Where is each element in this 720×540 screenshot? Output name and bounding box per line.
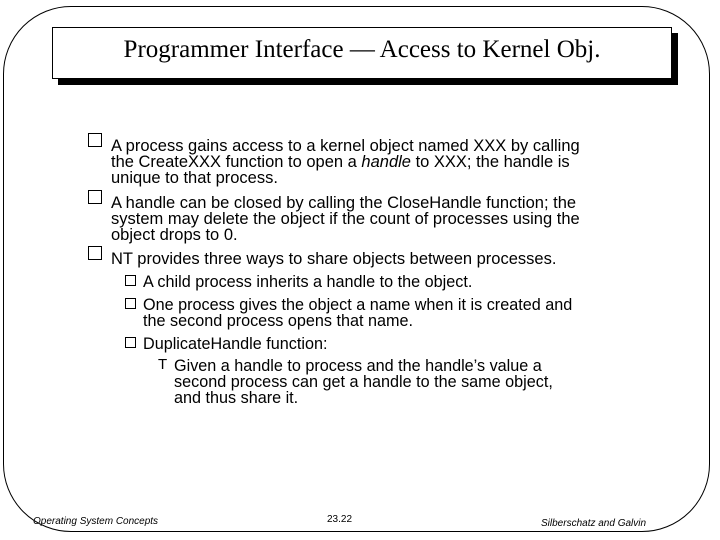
sub-bullet-box-icon bbox=[125, 275, 136, 286]
sub-bullet-2-line-1: One process gives the object a name when it is created and bbox=[143, 296, 573, 314]
bullet-box-icon bbox=[88, 133, 102, 147]
handle-emphasis: handle bbox=[361, 153, 411, 171]
footer-authors: Silberschatz and Galvin bbox=[541, 518, 647, 529]
sub-sub-bullet-1 bbox=[174, 358, 553, 406]
bullet-2-line-3: object drops to 0. bbox=[111, 226, 238, 244]
bullet-1 bbox=[111, 138, 580, 186]
bullet-box-icon bbox=[88, 190, 102, 204]
sub-bullet-3-line-1: DuplicateHandle function: bbox=[143, 335, 328, 353]
sub-sub-bullet-1-line-3: and thus share it. bbox=[174, 389, 299, 407]
sub-bullet-1 bbox=[143, 274, 472, 290]
t-bullet-icon: T bbox=[158, 356, 168, 373]
bullet-3 bbox=[111, 251, 556, 267]
sub-bullet-2-line-2: the second process opens that name. bbox=[143, 312, 413, 330]
bullet-2 bbox=[111, 195, 580, 243]
sub-bullet-2 bbox=[143, 297, 572, 329]
footer-course-title: Operating System Concepts bbox=[33, 516, 159, 527]
sub-sub-bullet-1-line-1: Given a handle to process and the handle’s value a bbox=[174, 357, 542, 375]
footer-slide-number: 23.22 bbox=[327, 514, 353, 525]
bullet-1-line-2: the CreateXXX function to open a handle to XXX; the handle is bbox=[111, 153, 570, 171]
sub-sub-bullet-1-line-2: second process can get a handle to the same object, bbox=[174, 373, 553, 391]
slide-title: Programmer Interface — Access to Kernel Obj. bbox=[123, 36, 601, 63]
sub-bullet-3 bbox=[143, 336, 327, 352]
title-box bbox=[52, 27, 672, 79]
sub-bullet-box-icon bbox=[125, 337, 136, 348]
bullet-1-line-1: A process gains access to a kernel object named XXX by calling bbox=[111, 137, 580, 155]
bullet-1-line-3: unique to that process. bbox=[111, 169, 278, 187]
bullet-2-line-2: system may delete the object if the count of processes using the bbox=[111, 210, 580, 228]
sub-bullet-1-line-1: A child process inherits a handle to the object. bbox=[143, 273, 473, 291]
bullet-box-icon bbox=[88, 246, 102, 260]
sub-bullet-box-icon bbox=[125, 298, 136, 309]
bullet-3-line-1: NT provides three ways to share objects between processes. bbox=[111, 250, 557, 268]
bullet-2-line-1: A handle can be closed by calling the CloseHandle function; the bbox=[111, 194, 577, 212]
